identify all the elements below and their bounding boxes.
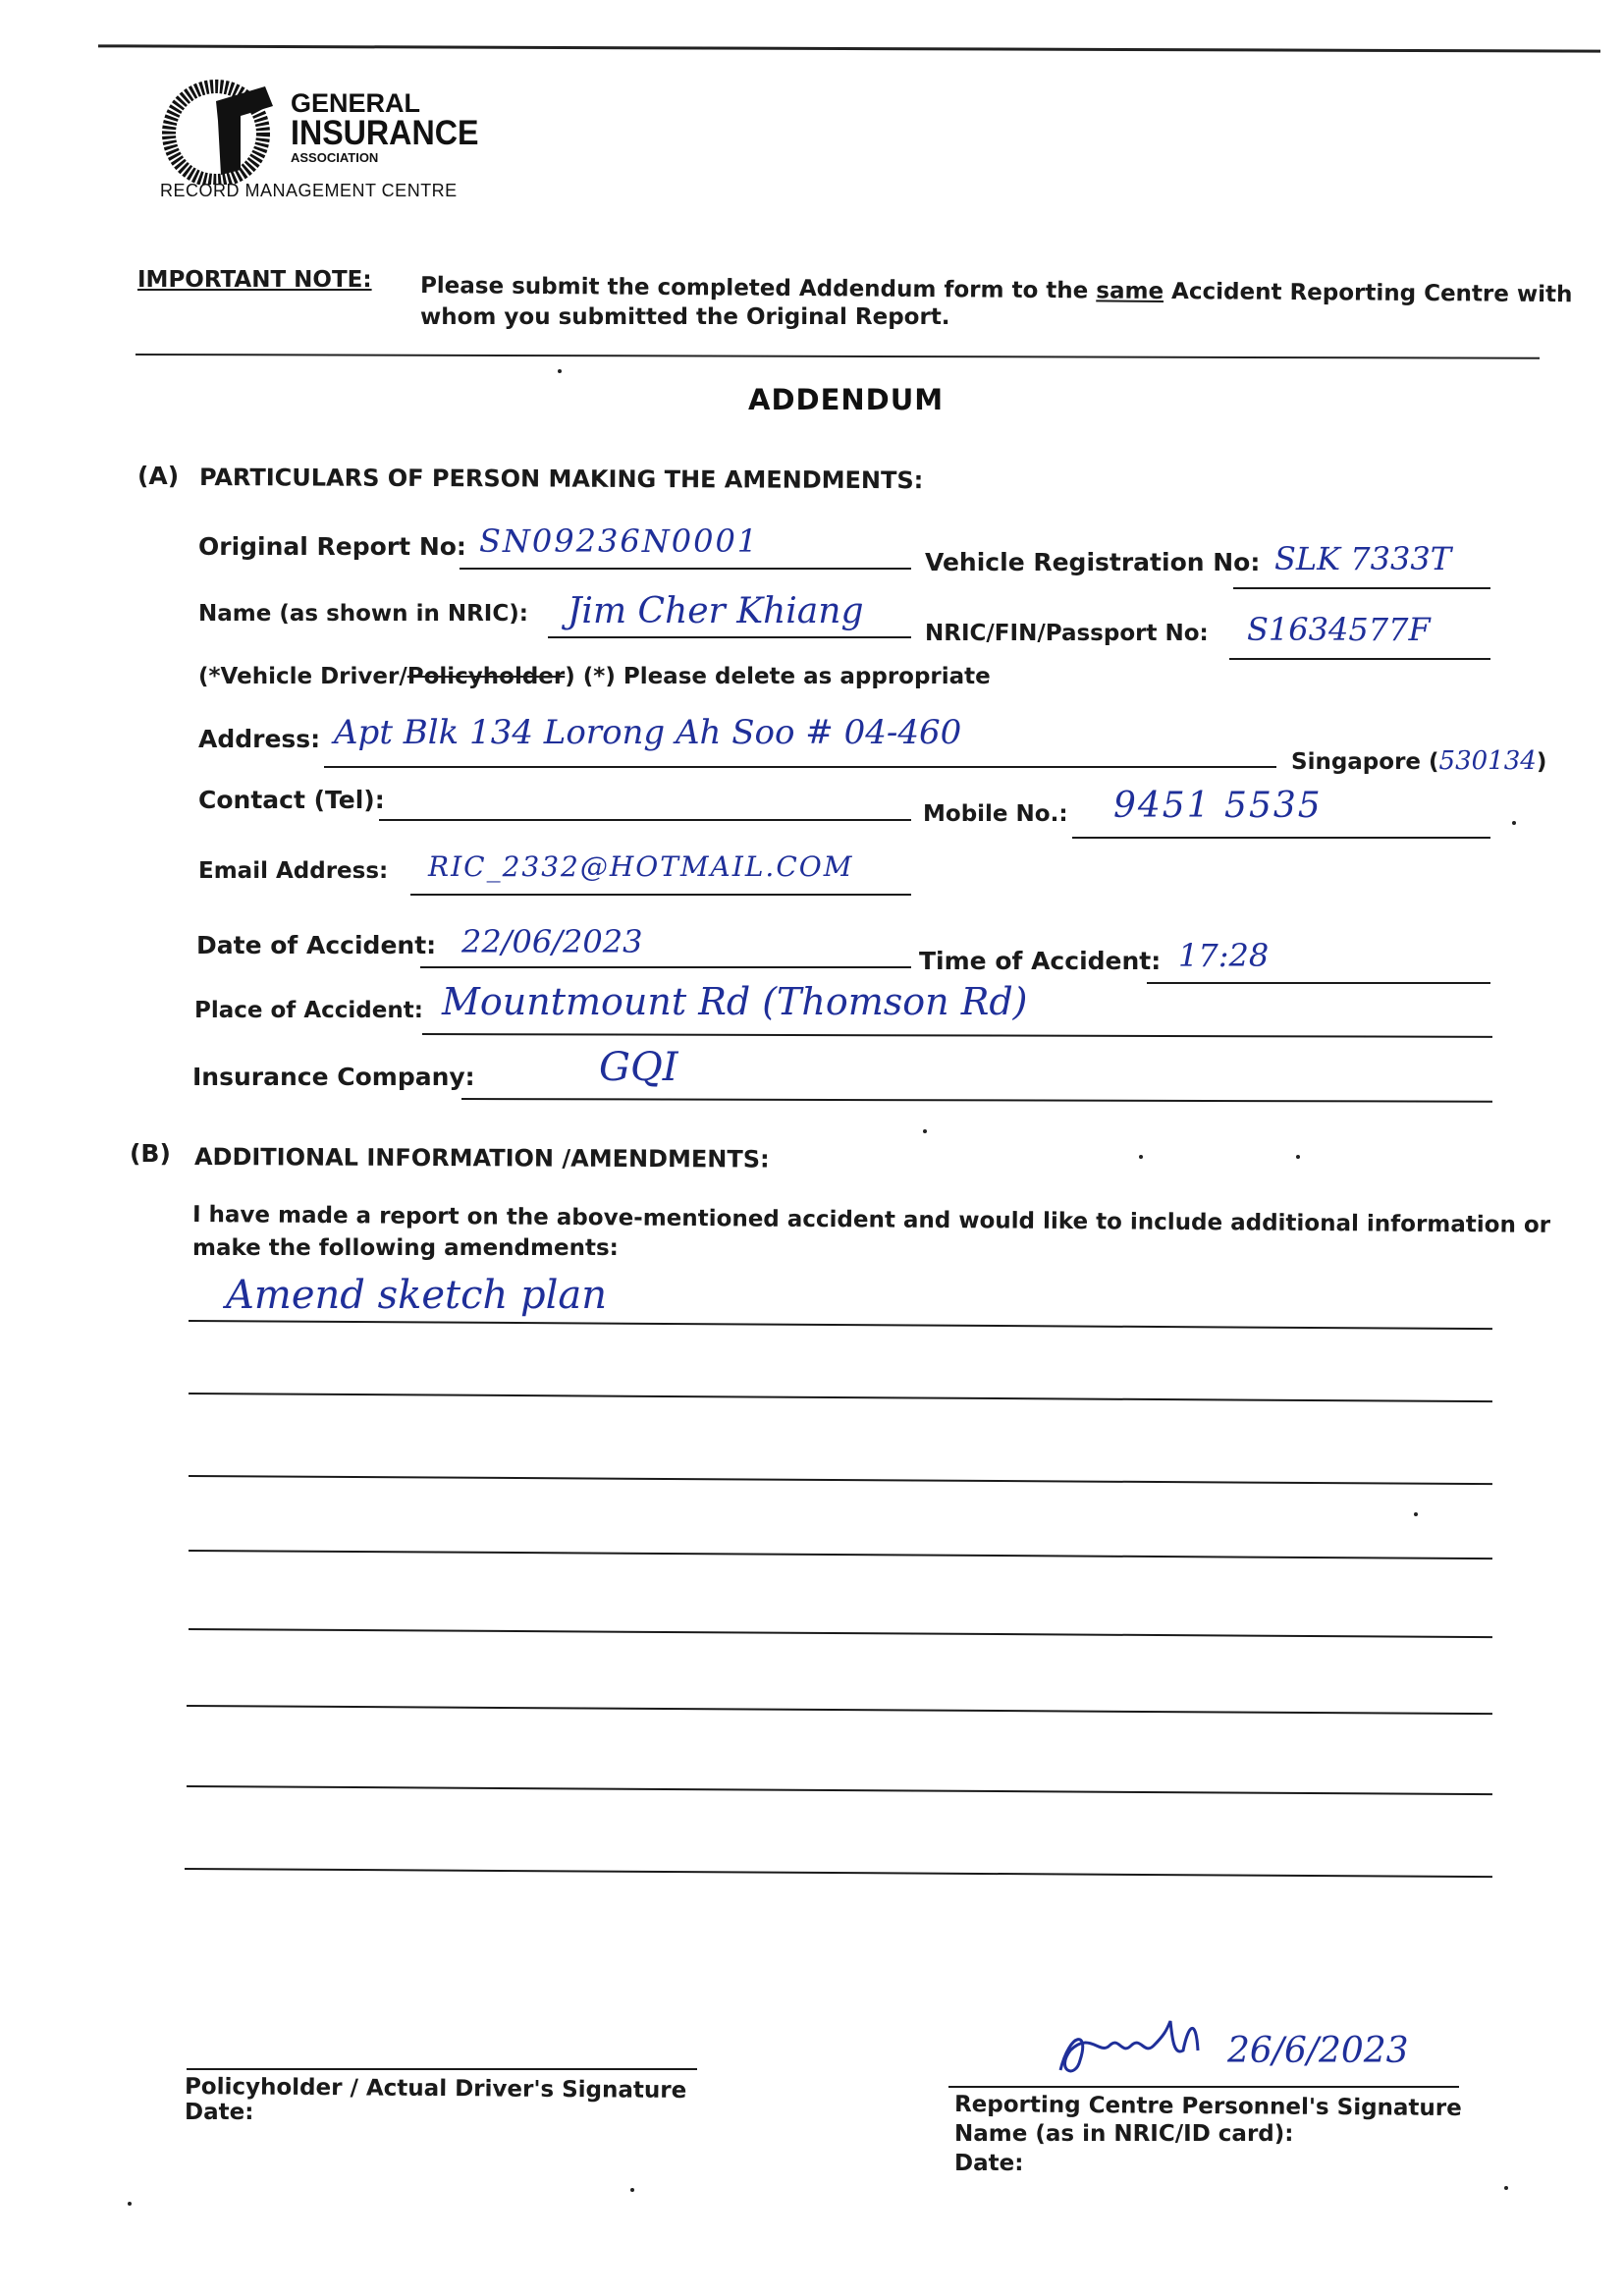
date-value[interactable]: 22/06/2023 — [461, 923, 643, 960]
contact-line — [379, 819, 911, 821]
personnel-signature-scribble — [1051, 2011, 1227, 2090]
original-report-line — [460, 568, 911, 570]
amendment-line-4 — [189, 1550, 1492, 1559]
date-line — [420, 966, 911, 968]
singapore-label: Singapore ( — [1291, 749, 1439, 775]
left-signature-line — [187, 2068, 697, 2070]
scan-speck — [558, 369, 562, 373]
amendment-line-8 — [185, 1868, 1492, 1878]
name-value[interactable]: Jim Cher Khiang — [568, 591, 864, 631]
amendment-line-6 — [187, 1705, 1492, 1715]
top-scan-border — [98, 44, 1600, 52]
vehicle-reg-value[interactable]: SLK 7333T — [1274, 540, 1452, 577]
role-prefix: (* — [198, 664, 221, 689]
role-suffix: ) (*) Please delete as appropriate — [565, 664, 991, 689]
note-text-same: same — [1096, 278, 1164, 304]
scan-speck — [1504, 2186, 1508, 2190]
mobile-value[interactable]: 9451 5535 — [1113, 786, 1323, 826]
amendment-line-2 — [189, 1393, 1492, 1402]
singapore-close: ) — [1536, 749, 1547, 775]
nric-label: NRIC/FIN/Passport No: — [925, 621, 1209, 646]
email-line — [410, 894, 911, 896]
form-title: ADDENDUM — [748, 383, 945, 416]
postal-code-value[interactable]: 530134 — [1438, 746, 1537, 776]
insurer-value[interactable]: GQI — [599, 1045, 678, 1090]
section-a-marker: (A) — [137, 462, 180, 490]
note-divider — [135, 354, 1540, 359]
gia-logo-emblem-icon — [157, 77, 295, 185]
logo-centre: RECORD MANAGEMENT CENTRE — [160, 181, 458, 200]
important-note-line2: whom you submitted the Original Report. — [420, 304, 950, 330]
logo-association: ASSOCIATION — [291, 150, 379, 165]
nric-line — [1229, 658, 1490, 660]
amendment-line-5 — [189, 1628, 1492, 1638]
name-label: Name (as shown in NRIC): — [198, 601, 528, 627]
left-date-label: Date: — [185, 2100, 254, 2125]
right-signature-label: Reporting Centre Personnel's Signature — [953, 2092, 1462, 2122]
note-text-post: Accident Reporting Centre with — [1163, 278, 1573, 308]
right-signature-line — [948, 2086, 1459, 2088]
amendment-line-1 — [189, 1320, 1492, 1330]
section-b-title: ADDITIONAL INFORMATION /AMENDMENTS: — [193, 1143, 770, 1174]
original-report-value[interactable]: SN09236N0001 — [479, 522, 760, 560]
logo-general: GENERAL — [291, 88, 421, 118]
mobile-label: Mobile No.: — [923, 801, 1068, 827]
scan-speck — [923, 1129, 927, 1133]
note-text-pre: Please submit the completed Addendum form to the — [419, 273, 1097, 304]
amendment-line-3 — [189, 1475, 1492, 1485]
original-report-label: Original Report No: — [198, 532, 466, 561]
insurer-label: Insurance Company: — [192, 1063, 475, 1091]
name-line — [548, 636, 911, 638]
section-b-marker: (B) — [130, 1139, 171, 1168]
scan-speck — [1512, 821, 1516, 825]
address-label: Address: — [198, 725, 321, 753]
time-label: Time of Accident: — [919, 947, 1162, 975]
nric-value[interactable]: S1634577F — [1247, 611, 1431, 648]
insurer-line — [461, 1098, 1492, 1103]
right-date-label: Date: — [954, 2151, 1024, 2176]
time-value[interactable]: 17:28 — [1178, 937, 1270, 974]
date-label: Date of Accident: — [196, 931, 437, 959]
section-a-title: PARTICULARS OF PERSON MAKING THE AMENDMENTS: — [198, 464, 924, 495]
address-line — [324, 766, 1276, 768]
email-value[interactable]: RIC_2332@HOTMAIL.COM — [428, 850, 854, 883]
amendment-line-7 — [187, 1785, 1492, 1795]
mobile-line — [1072, 837, 1490, 839]
signature-scribble-icon — [1051, 2011, 1227, 2090]
left-signature-label: Policyholder / Actual Driver's Signature — [184, 2074, 687, 2105]
section-b-intro-line2: make the following amendments: — [192, 1235, 619, 1261]
place-label: Place of Accident: — [194, 998, 423, 1023]
scan-speck — [1139, 1155, 1143, 1159]
contact-label: Contact (Tel): — [198, 786, 385, 814]
vehicle-reg-line — [1233, 587, 1490, 589]
scan-speck — [1414, 1512, 1418, 1516]
role-driver: Vehicle Driver/ — [220, 664, 407, 689]
email-label: Email Address: — [198, 858, 389, 884]
logo-insurance: INSURANCE — [291, 114, 479, 152]
important-note-label: IMPORTANT NOTE: — [137, 267, 372, 293]
role-line — [198, 664, 991, 689]
time-line — [1147, 982, 1490, 984]
important-note-line1 — [420, 273, 1573, 307]
amendment-text-1[interactable]: Amend sketch plan — [226, 1273, 607, 1318]
section-b-intro-line1: I have made a report on the above-mentioned accident and would like to include additional information or — [191, 1202, 1551, 1238]
address-value[interactable]: Apt Blk 134 Lorong Ah Soo # 04-460 — [334, 713, 962, 752]
scan-speck — [630, 2188, 634, 2192]
scan-speck — [128, 2202, 132, 2206]
place-value[interactable]: Mountmount Rd (Thomson Rd) — [442, 980, 1028, 1023]
place-line — [422, 1033, 1492, 1038]
scan-speck — [1296, 1155, 1300, 1159]
personnel-signed-date[interactable]: 26/6/2023 — [1227, 2031, 1409, 2071]
singapore-postal — [1291, 746, 1546, 776]
right-name-label: Name (as in NRIC/ID card): — [954, 2121, 1294, 2147]
role-policyholder-struck: Policyholder — [406, 664, 566, 689]
vehicle-reg-label: Vehicle Registration No: — [925, 548, 1261, 576]
